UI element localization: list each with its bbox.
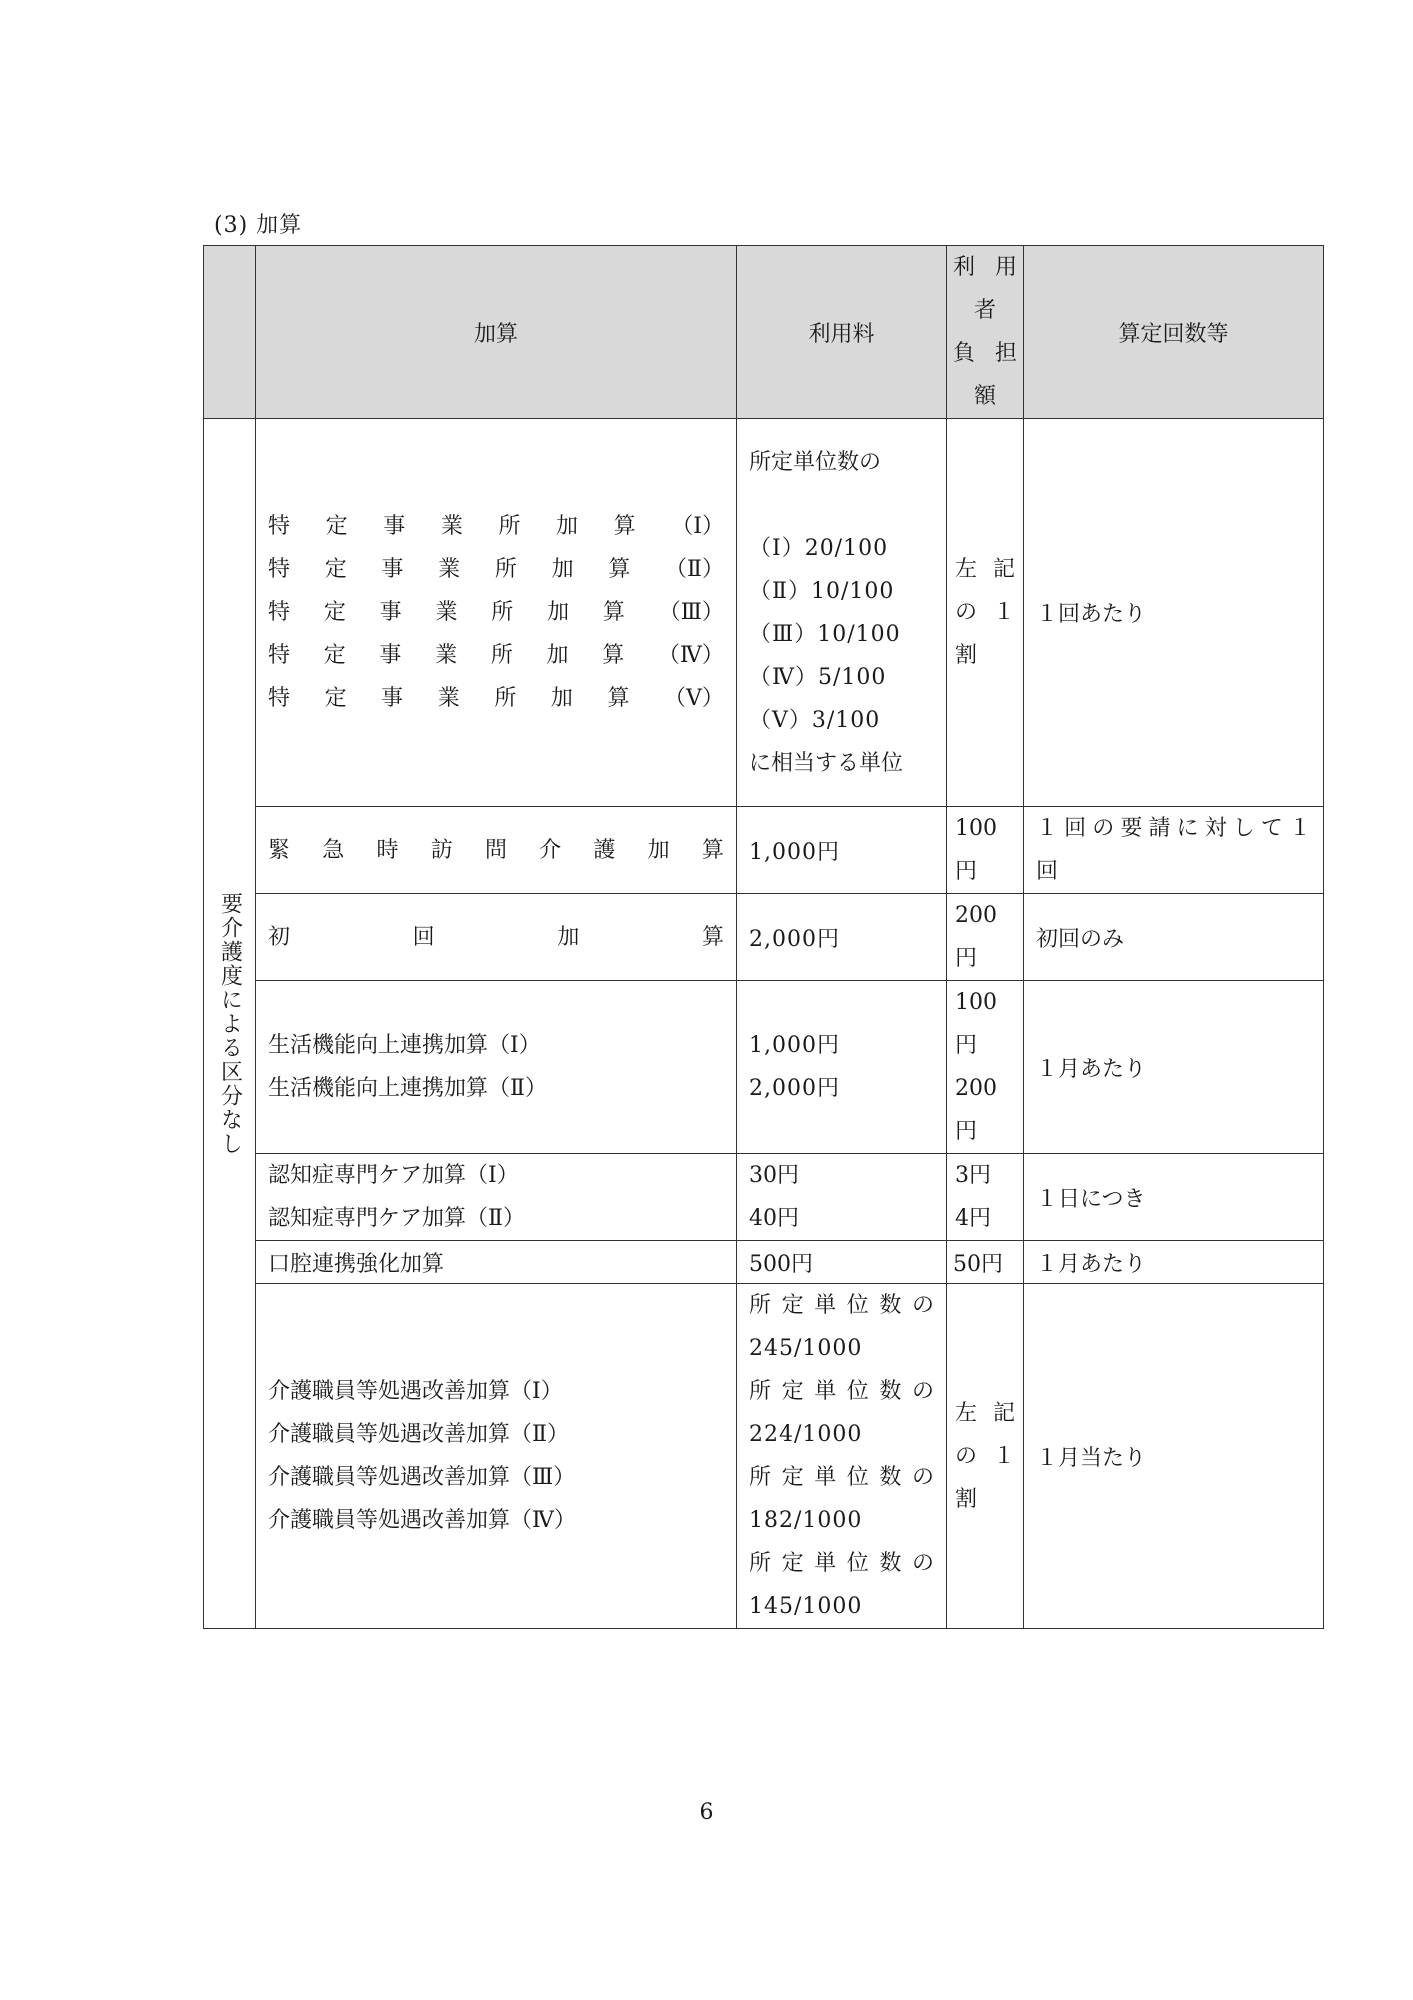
- fee-line: （Ⅲ）10/100: [749, 621, 901, 647]
- fee-line: （Ⅱ）10/100: [749, 578, 895, 604]
- life-function-fee-cell: [737, 981, 947, 1154]
- staff-count-cell: １月当たり: [1024, 1284, 1324, 1629]
- count-line: １回の要請に対して１: [1036, 816, 1311, 841]
- initial-count-cell: 初回のみ: [1024, 894, 1324, 981]
- burden-line: 円: [955, 946, 978, 971]
- staff-fee-cell: [737, 1284, 947, 1629]
- fee-line: 182/1000: [749, 1508, 863, 1533]
- count-line: 回: [1036, 859, 1059, 884]
- fee-line: 1,000円: [749, 1033, 840, 1058]
- header-burden-line: 額: [973, 384, 996, 409]
- name-line: 介護職員等処遇改善加算（Ⅱ）: [268, 1422, 569, 1447]
- burden-line: 割: [955, 643, 978, 668]
- burden-line: 割: [955, 1486, 978, 1512]
- fee-line: [749, 484, 934, 527]
- specific-name-cell: [256, 419, 737, 807]
- emergency-count-cell: [1024, 807, 1324, 894]
- fee-line: 所定単位数の: [749, 1379, 934, 1404]
- table-row: [204, 1284, 1324, 1629]
- fee-line: 2,000円: [749, 1076, 840, 1101]
- surcharge-table: [203, 245, 1324, 1629]
- initial-name: 初 回 加 算: [268, 924, 724, 950]
- burden-line: 左 記: [955, 1400, 1015, 1426]
- fee-line: に相当する単位: [749, 750, 904, 776]
- specific-name-line: 特 定 事 業 所 加 算 （Ⅲ）: [268, 600, 724, 625]
- name-line: 介護職員等処遇改善加算（Ⅲ）: [268, 1465, 576, 1490]
- staff-name-cell: [256, 1284, 737, 1629]
- burden-line: の １: [955, 1443, 1015, 1469]
- burden-line: 円: [955, 859, 978, 884]
- name-line: 認知症専門ケア加算（Ⅰ）: [268, 1163, 519, 1188]
- header-burden-line: 利 用: [953, 255, 1017, 280]
- specific-fee-cell: [737, 419, 947, 807]
- name-line: 生活機能向上連携加算（Ⅰ）: [268, 1033, 541, 1058]
- table-row: [204, 981, 1324, 1154]
- header-burden: [947, 246, 1024, 419]
- fee-line: 245/1000: [749, 1336, 863, 1361]
- life-function-count-cell: １月あたり: [1024, 981, 1324, 1154]
- burden-line: 200: [955, 1076, 997, 1101]
- dementia-name-cell: [256, 1154, 737, 1241]
- page-number: 6: [699, 1800, 714, 1825]
- category-label-cell: [204, 419, 256, 1629]
- staff-burden-cell: [947, 1284, 1024, 1629]
- category-label: 要介護度による区分なし: [217, 891, 243, 1156]
- specific-name-line: 特 定 事 業 所 加 算 （Ⅰ）: [268, 514, 724, 539]
- burden-line: 円: [955, 1033, 978, 1058]
- table-row: [204, 1154, 1324, 1241]
- emergency-name-cell: [256, 807, 737, 894]
- table-row: [204, 807, 1324, 894]
- header-category: [204, 246, 256, 419]
- table-row: [204, 1241, 1324, 1284]
- fee-line: （Ⅰ）20/100: [749, 535, 889, 561]
- initial-fee-cell: 2,000円: [737, 894, 947, 981]
- fee-line: 145/1000: [749, 1594, 863, 1619]
- section-heading: (3) 加算: [214, 213, 303, 238]
- fee-line: （Ⅳ）5/100: [749, 664, 887, 690]
- burden-line: 円: [955, 1119, 978, 1144]
- name-line: 介護職員等処遇改善加算（Ⅰ）: [268, 1379, 563, 1404]
- dementia-fee-cell: [737, 1154, 947, 1241]
- burden-line: 100: [955, 990, 997, 1015]
- burden-line: 200: [955, 903, 997, 928]
- specific-name-line: 特 定 事 業 所 加 算 （Ⅴ）: [268, 686, 724, 711]
- burden-line: 100: [955, 816, 997, 841]
- emergency-name: 緊 急 時 訪 問 介 護 加 算: [268, 837, 724, 863]
- oral-name-cell: 口腔連携強化加算: [256, 1241, 737, 1284]
- fee-line: 所定単位数の: [749, 1293, 934, 1318]
- life-function-name-cell: [256, 981, 737, 1154]
- initial-name-cell: [256, 894, 737, 981]
- specific-burden-cell: [947, 419, 1024, 807]
- life-function-burden-cell: [947, 981, 1024, 1154]
- dementia-count-cell: １日につき: [1024, 1154, 1324, 1241]
- fee-line: 所定単位数の: [749, 1465, 934, 1490]
- fee-line: 30円: [749, 1163, 799, 1188]
- fee-line: （Ⅴ）3/100: [749, 707, 881, 733]
- name-line: 認知症専門ケア加算（Ⅱ）: [268, 1206, 525, 1231]
- table-header-row: [204, 246, 1324, 419]
- burden-line: 4円: [955, 1206, 991, 1231]
- emergency-burden-cell: [947, 807, 1024, 894]
- fee-line: 所定単位数の: [749, 1551, 934, 1576]
- dementia-burden-cell: [947, 1154, 1024, 1241]
- name-line: 介護職員等処遇改善加算（Ⅳ）: [268, 1508, 576, 1533]
- specific-count-cell: １回あたり: [1024, 419, 1324, 807]
- header-fee: 利用料: [737, 246, 947, 419]
- table-row: [204, 894, 1324, 981]
- table-row: [204, 419, 1324, 807]
- oral-fee-cell: 500円: [737, 1241, 947, 1284]
- header-name: 加算: [256, 246, 737, 419]
- fee-line: 224/1000: [749, 1422, 863, 1447]
- emergency-fee-cell: 1,000円: [737, 807, 947, 894]
- specific-name-line: 特 定 事 業 所 加 算 （Ⅱ）: [268, 557, 724, 582]
- header-burden-line: 者: [973, 298, 996, 323]
- burden-line: 3円: [955, 1163, 991, 1188]
- specific-name-line: 特 定 事 業 所 加 算 （Ⅳ）: [268, 643, 724, 668]
- header-burden-line: 負 担: [953, 341, 1017, 366]
- burden-line: の １: [955, 600, 1015, 625]
- oral-burden-cell: 50円: [947, 1241, 1024, 1284]
- fee-line: 所定単位数の: [749, 449, 882, 475]
- fee-line: 40円: [749, 1206, 799, 1231]
- burden-line: 左 記: [955, 557, 1015, 582]
- initial-burden-cell: [947, 894, 1024, 981]
- name-line: 生活機能向上連携加算（Ⅱ）: [268, 1076, 547, 1101]
- header-count: 算定回数等: [1024, 246, 1324, 419]
- oral-count-cell: １月あたり: [1024, 1241, 1324, 1284]
